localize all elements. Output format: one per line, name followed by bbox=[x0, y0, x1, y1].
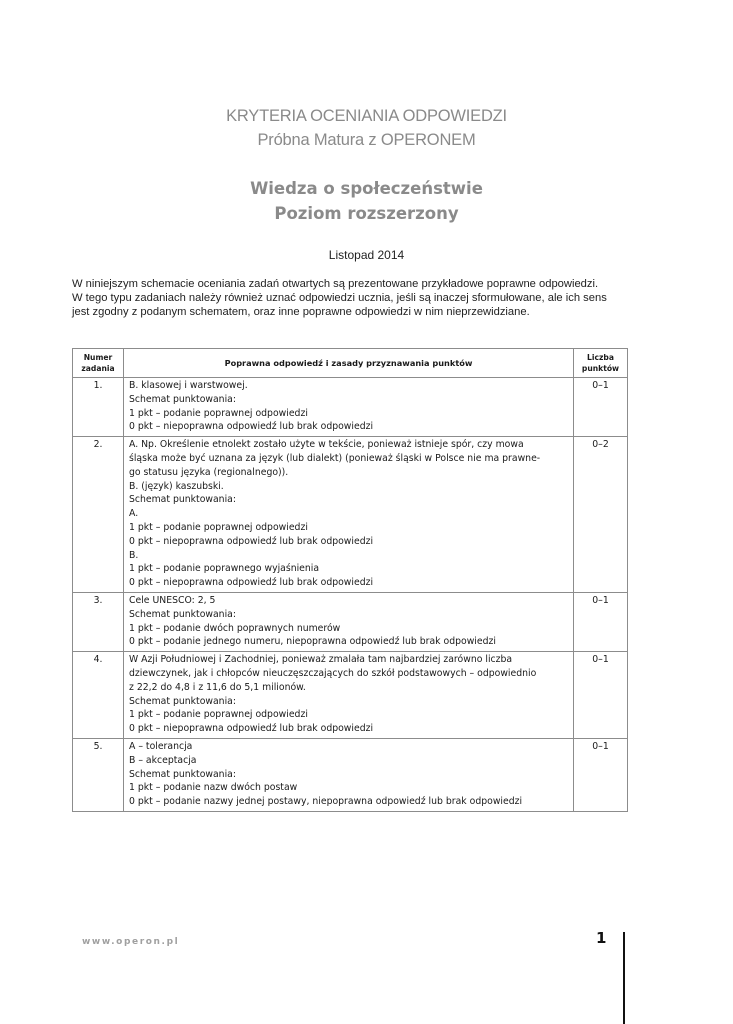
answer-line: 0 pkt – niepoprawna odpowiedź lub brak odpowiedzi bbox=[129, 577, 374, 589]
title-line: KRYTERIA OCENIANIA ODPOWIEDZI bbox=[226, 107, 507, 125]
table-row bbox=[73, 738, 628, 811]
table-row bbox=[73, 592, 628, 651]
answer-line: go statusu języka (regionalnego)). bbox=[129, 466, 289, 478]
table-row bbox=[73, 437, 628, 593]
answer-line: 1 pkt – podanie dwóch poprawnych numerów bbox=[129, 622, 341, 634]
answer-line: 1 pkt – podanie poprawnej odpowiedzi bbox=[129, 407, 308, 419]
points-value: 0–2 bbox=[574, 437, 628, 593]
document-title bbox=[0, 104, 733, 152]
answer-cell bbox=[124, 437, 574, 593]
intro-paragraph bbox=[72, 277, 662, 319]
answer-line: śląska może być uznana za język (lub dialekt) (ponieważ śląski w Polsce nie ma prawne- bbox=[129, 452, 541, 464]
answer-line: 0 pkt – niepoprawna odpowiedź lub brak odpowiedzi bbox=[129, 421, 374, 433]
task-number: 2. bbox=[73, 437, 124, 593]
answer-cell bbox=[124, 378, 574, 437]
answer-line: dziewczynek, jak i chłopców nieuczęszczających do szkół podstawowych – odpowiednio bbox=[129, 667, 537, 679]
intro-line: W niniejszym schemacie oceniania zadań otwartych są prezentowane przykładowe poprawne odpowiedzi. bbox=[72, 278, 599, 290]
task-number: 4. bbox=[73, 652, 124, 739]
task-number: 1. bbox=[73, 378, 124, 437]
task-number: 5. bbox=[73, 738, 124, 811]
answer-line: B. (język) kaszubski. bbox=[129, 480, 224, 492]
table-row bbox=[73, 652, 628, 739]
date-label: Listopad 2014 bbox=[328, 248, 405, 262]
footer-url: www.operon.pl bbox=[82, 937, 180, 947]
points-value: 0–1 bbox=[574, 652, 628, 739]
subject-line: Wiedza o społeczeństwie bbox=[250, 179, 483, 198]
page-edge-bar bbox=[623, 932, 625, 1024]
answer-line: Schemat punktowania: bbox=[129, 695, 236, 707]
answer-line: Schemat punktowania: bbox=[129, 768, 236, 780]
answer-line: Schemat punktowania: bbox=[129, 393, 236, 405]
task-number: 3. bbox=[73, 592, 124, 651]
answer-line: z 22,2 do 4,8 i z 11,6 do 5,1 milionów. bbox=[129, 681, 306, 693]
subject-line: Poziom rozszerzony bbox=[274, 204, 459, 223]
answer-line: A. bbox=[129, 508, 139, 520]
answer-line: 0 pkt – podanie jednego numeru, niepoprawna odpowiedź lub brak odpowiedzi bbox=[129, 636, 496, 648]
table-row bbox=[73, 378, 628, 437]
answer-line: Cele UNESCO: 2, 5 bbox=[129, 594, 216, 606]
page-number: 1 bbox=[596, 929, 607, 947]
points-value: 0–1 bbox=[574, 378, 628, 437]
answer-line: B. klasowej i warstwowej. bbox=[129, 380, 248, 391]
scoring-table bbox=[72, 348, 628, 812]
intro-line: W tego typu zadaniach należy również uznać odpowiedzi ucznia, jeśli są inaczej sformułowane, ale ich sens bbox=[72, 292, 607, 304]
points-value: 0–1 bbox=[574, 738, 628, 811]
answer-line: A – tolerancja bbox=[129, 740, 193, 752]
answer-line: Schemat punktowania: bbox=[129, 608, 236, 620]
answer-line: 1 pkt – podanie poprawnego wyjaśnienia bbox=[129, 563, 320, 575]
answer-line: 1 pkt – podanie nazw dwóch postaw bbox=[129, 782, 298, 794]
answer-line: 0 pkt – niepoprawna odpowiedź lub brak odpowiedzi bbox=[129, 535, 374, 547]
answer-line: Schemat punktowania: bbox=[129, 494, 236, 506]
intro-line: jest zgodny z podanym schematem, oraz inne poprawne odpowiedzi w nim nieprzewidziane. bbox=[72, 306, 530, 318]
answer-line: 0 pkt – podanie nazwy jednej postawy, niepoprawna odpowiedź lub brak odpowiedzi bbox=[129, 796, 523, 808]
answer-line: 1 pkt – podanie poprawnej odpowiedzi bbox=[129, 521, 308, 533]
answer-line: 1 pkt – podanie poprawnej odpowiedzi bbox=[129, 709, 308, 721]
answer-cell bbox=[124, 652, 574, 739]
answer-line: 0 pkt – niepoprawna odpowiedź lub brak odpowiedzi bbox=[129, 723, 374, 735]
points-value: 0–1 bbox=[574, 592, 628, 651]
header-points: Liczba punktów bbox=[574, 349, 628, 378]
subject-title bbox=[0, 176, 733, 226]
header-answer: Poprawna odpowiedź i zasady przyznawania punktów bbox=[124, 349, 574, 378]
answer-cell bbox=[124, 592, 574, 651]
answer-line: A. Np. Określenie etnolekt zostało użyte w tekście, ponieważ istnieje spór, czy mowa bbox=[129, 439, 524, 451]
title-line: Próbna Matura z OPERONEM bbox=[257, 131, 476, 149]
table-header-row bbox=[73, 349, 628, 378]
answer-line: W Azji Południowej i Zachodniej, ponieważ zmalała tam najbardziej zarówno liczba bbox=[129, 654, 513, 666]
answer-line: B. bbox=[129, 549, 139, 561]
answer-cell bbox=[124, 738, 574, 811]
header-task-number: Numer zadania bbox=[73, 349, 124, 378]
answer-line: B – akceptacja bbox=[129, 754, 197, 766]
